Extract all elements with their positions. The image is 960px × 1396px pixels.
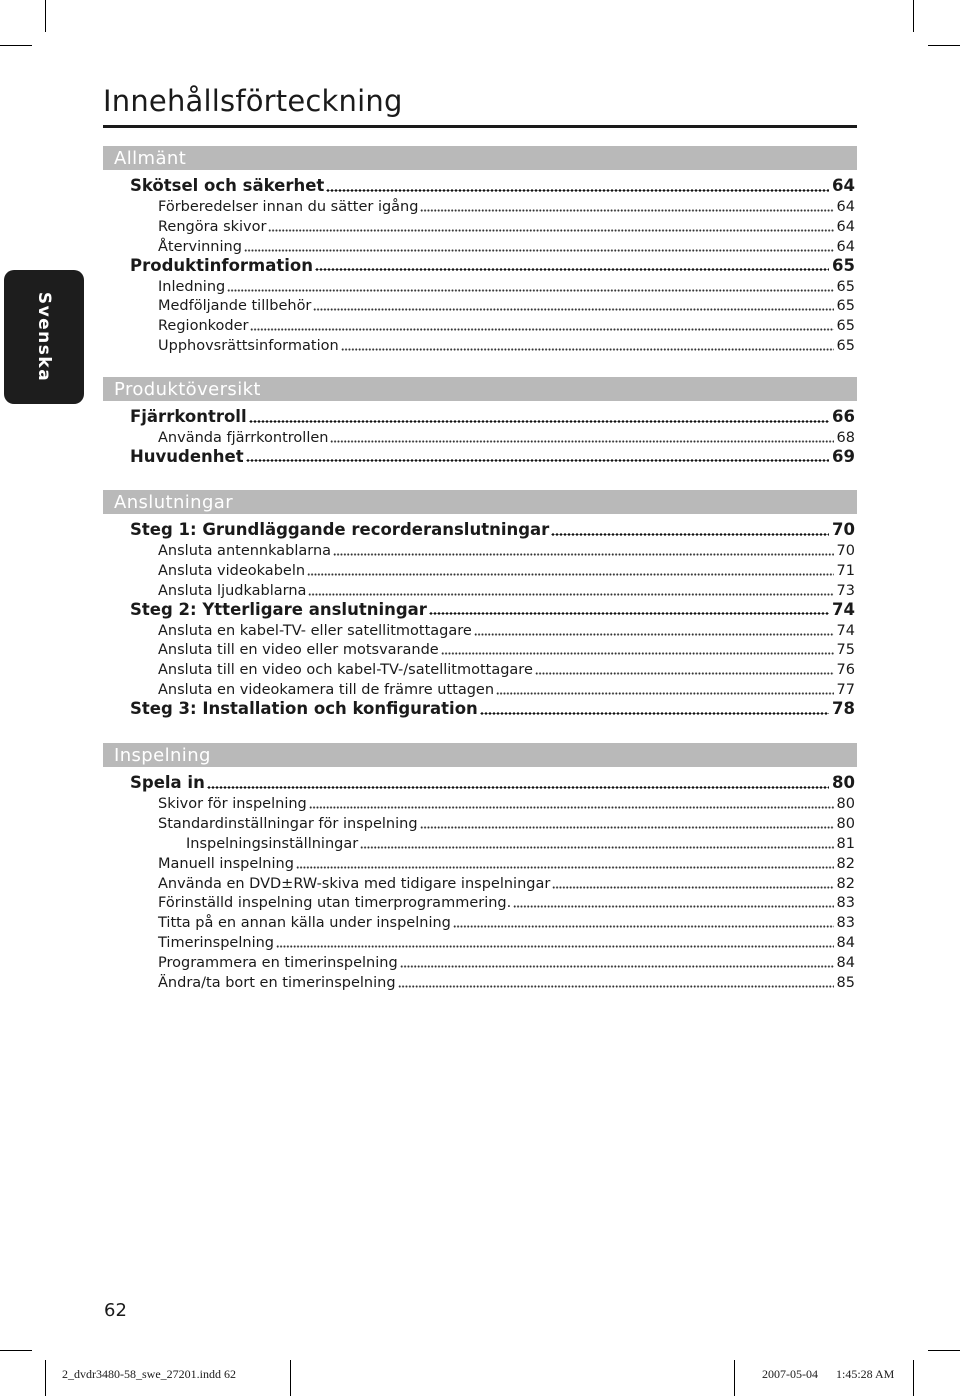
dot-leader <box>480 700 829 715</box>
toc-entry[interactable] <box>158 872 855 892</box>
dot-leader <box>276 933 834 948</box>
dot-leader <box>341 336 834 351</box>
section-heading-bar <box>103 743 857 767</box>
toc-entry-page: 73 <box>836 582 855 599</box>
dot-leader <box>333 541 833 556</box>
toc-entry-title: Steg 3: Installation och konfiguration <box>130 699 478 719</box>
toc-entry[interactable] <box>158 235 855 255</box>
toc-entry-title: Använda en DVD±RW-skiva med tidigare inspelningar <box>158 875 551 892</box>
toc-entry-page: 80 <box>836 815 855 832</box>
dot-leader <box>330 428 833 443</box>
crop-mark <box>913 1360 914 1396</box>
toc-entry[interactable] <box>158 275 855 295</box>
language-tab-label: Svenska <box>34 291 54 383</box>
dot-leader <box>441 640 834 655</box>
toc-entry[interactable] <box>130 599 855 619</box>
section-heading: Anslutningar <box>114 492 234 513</box>
toc-entry[interactable] <box>130 772 855 792</box>
toc-entry[interactable] <box>158 294 855 314</box>
toc-entry-title: Inspelningsinställningar <box>186 835 359 852</box>
crop-mark <box>928 1350 960 1351</box>
toc-entry-page: 81 <box>836 835 855 852</box>
toc-entry-page: 85 <box>836 975 855 991</box>
dot-leader <box>244 237 834 252</box>
dot-leader <box>398 973 834 988</box>
toc-entry-page: 76 <box>836 662 855 679</box>
section-heading-bar <box>103 146 857 170</box>
dot-leader <box>420 197 833 212</box>
dot-leader <box>308 581 833 596</box>
dot-leader <box>513 893 833 908</box>
toc-entry[interactable] <box>158 931 855 951</box>
crop-mark <box>45 1360 46 1396</box>
toc-entry-title: Fjärrkontroll <box>130 407 247 426</box>
toc-entry-title: Upphovsrättsinformation <box>158 338 339 355</box>
crop-mark <box>928 45 960 46</box>
toc-entry[interactable] <box>158 195 855 215</box>
toc-entry-page: 74 <box>836 622 855 639</box>
toc-entry[interactable] <box>158 314 855 334</box>
toc-entry-title: Rengöra skivor <box>158 218 267 235</box>
dot-leader <box>246 448 829 463</box>
toc-entry[interactable] <box>158 812 855 832</box>
dot-leader <box>400 953 834 968</box>
toc-entry[interactable] <box>158 951 855 971</box>
dot-leader <box>360 834 833 849</box>
section-heading: Allmänt <box>114 148 187 169</box>
dot-leader <box>250 316 833 331</box>
toc-entry-title: Förinställd inspelning utan timerprogrammering. <box>158 895 512 912</box>
footer-file: 2_dvdr3480-58_swe_27201.indd 62 <box>62 1367 236 1381</box>
section-heading-bar <box>103 377 857 401</box>
toc-entry-page: 74 <box>832 599 855 619</box>
toc-entry-title: Inledning <box>158 278 226 295</box>
crop-mark <box>45 0 46 32</box>
toc-entry-page: 80 <box>832 773 855 792</box>
dot-leader <box>307 561 834 576</box>
toc-entry-page: 65 <box>836 278 855 295</box>
dot-leader <box>326 177 829 192</box>
toc-entry-title: Huvudenhet <box>130 446 244 466</box>
toc-entry-title: Skötsel och säkerhet <box>130 176 325 195</box>
toc-entry-page: 78 <box>832 699 855 719</box>
toc-entry-page: 64 <box>836 198 855 215</box>
toc-entry[interactable] <box>158 792 855 812</box>
toc-entry[interactable] <box>158 658 855 678</box>
toc-entry-title: Skivor för inspelning <box>158 795 307 812</box>
toc-entry-title: Steg 1: Grundläggande recorderanslutningar <box>130 520 550 539</box>
toc-entry[interactable] <box>130 406 855 426</box>
dot-leader <box>227 277 833 292</box>
toc-entry[interactable] <box>158 678 855 698</box>
toc-entry-title: Produktinformation <box>130 255 313 275</box>
title-underline <box>103 125 857 128</box>
section-heading: Inspelning <box>114 745 211 766</box>
toc-entry-title: Ansluta till en video eller motsvarande <box>158 642 439 659</box>
dot-leader <box>496 680 834 695</box>
toc-entry-page: 65 <box>832 255 855 275</box>
toc-entry[interactable] <box>158 426 855 446</box>
toc-entry[interactable] <box>158 619 855 639</box>
dot-leader <box>474 621 834 636</box>
toc-entry-page: 65 <box>836 298 855 315</box>
toc-entry-title: Ansluta till en video och kabel-TV-/satellitmottagare <box>158 662 533 679</box>
toc-entry[interactable] <box>158 638 855 658</box>
dot-leader <box>313 296 833 311</box>
crop-mark <box>0 1350 32 1351</box>
toc-entry-page: 77 <box>836 682 855 699</box>
crop-mark <box>913 0 914 32</box>
footer-time: 1:45:28 AM <box>836 1367 895 1381</box>
dot-leader <box>552 874 833 889</box>
dot-leader <box>453 913 834 928</box>
toc-entry[interactable] <box>158 559 855 579</box>
dot-leader <box>268 217 833 232</box>
toc-entry-title: Standardinställningar för inspelning <box>158 815 418 832</box>
toc-entry-page: 83 <box>836 915 855 932</box>
toc-entry-page: 70 <box>836 542 855 559</box>
dot-leader <box>429 601 829 616</box>
toc-entry-page: 80 <box>836 795 855 812</box>
page-number: 62 <box>104 1300 127 1321</box>
toc-entry-page: 65 <box>836 338 855 355</box>
crop-mark <box>734 1360 735 1396</box>
toc-entry-title: Manuell inspelning <box>158 855 294 872</box>
footer-date: 2007-05-04 <box>762 1367 818 1381</box>
dot-leader <box>207 774 829 789</box>
dot-leader <box>420 814 834 829</box>
toc-entry-page: 82 <box>836 875 855 892</box>
toc-entry-page: 83 <box>836 895 855 912</box>
toc-entry[interactable] <box>158 852 855 872</box>
toc-entry[interactable] <box>130 175 855 195</box>
toc-entry-title: Steg 2: Ytterligare anslutningar <box>130 599 427 619</box>
dot-leader <box>551 521 829 536</box>
toc-entry-page: 84 <box>836 955 855 972</box>
toc-entry-page: 84 <box>836 935 855 952</box>
toc-entry-page: 70 <box>832 520 855 539</box>
toc-entry-page: 64 <box>836 238 855 255</box>
toc-entry-page: 65 <box>836 318 855 335</box>
dot-leader <box>296 854 834 869</box>
toc-entry-title: Programmera en timerinspelning <box>158 955 398 972</box>
language-tab <box>4 270 84 404</box>
toc-entry-page: 64 <box>832 176 855 195</box>
toc-entry-page: 75 <box>836 642 855 659</box>
toc-entry-title: Ansluta en videokamera till de främre uttagen <box>158 682 495 699</box>
toc-entry-page: 68 <box>836 429 855 446</box>
toc-entry-title: Medföljande tillbehör <box>158 298 312 315</box>
toc-entry-title: Ansluta videokabeln <box>158 562 306 579</box>
crop-mark <box>0 45 32 46</box>
toc-entry-title: Förberedelser innan du sätter igång <box>158 198 419 215</box>
toc-entry-page: 71 <box>836 562 855 579</box>
toc-entry-title: Ansluta antennkablarna <box>158 542 332 559</box>
toc-entry[interactable] <box>186 832 855 852</box>
toc-entry-title: Regionkoder <box>158 318 249 335</box>
toc-entry-title: Spela in <box>130 773 205 792</box>
toc-entry-title: Ansluta en kabel-TV- eller satellitmottagare <box>158 622 472 639</box>
toc-entry[interactable] <box>158 891 855 911</box>
toc-entry[interactable] <box>130 255 855 275</box>
toc-entry[interactable] <box>158 971 855 991</box>
toc-entry-page: 69 <box>832 446 855 466</box>
toc-entry[interactable] <box>158 579 855 599</box>
toc-entry[interactable] <box>158 334 855 354</box>
toc-entry-title: Använda fjärrkontrollen <box>158 429 329 446</box>
dot-leader <box>309 794 834 809</box>
section-heading-bar <box>103 490 857 514</box>
toc-entry[interactable] <box>158 539 855 559</box>
toc-entry-title: Ansluta ljudkablarna <box>158 582 307 599</box>
dot-leader <box>315 257 829 272</box>
toc-entry-title: Återvinning <box>158 238 242 255</box>
toc-entry-title: Ändra/ta bort en timerinspelning <box>158 975 396 991</box>
toc-entry-page: 82 <box>836 855 855 872</box>
toc-entry[interactable] <box>130 519 855 539</box>
toc-entry[interactable] <box>130 446 855 466</box>
toc-entry-page: 64 <box>836 218 855 235</box>
toc-entry[interactable] <box>130 698 855 718</box>
page-title: Innehållsförteckning <box>103 84 403 118</box>
section-heading: Produktöversikt <box>114 379 261 400</box>
dot-leader <box>535 660 834 675</box>
toc-entry-page: 66 <box>832 407 855 426</box>
dot-leader <box>249 408 829 423</box>
crop-mark <box>290 1360 291 1396</box>
toc-entry-title: Titta på en annan källa under inspelning <box>158 915 451 932</box>
toc-entry-title: Timerinspelning <box>158 935 274 952</box>
toc-entry[interactable] <box>158 911 855 931</box>
toc-entry[interactable] <box>158 215 855 235</box>
